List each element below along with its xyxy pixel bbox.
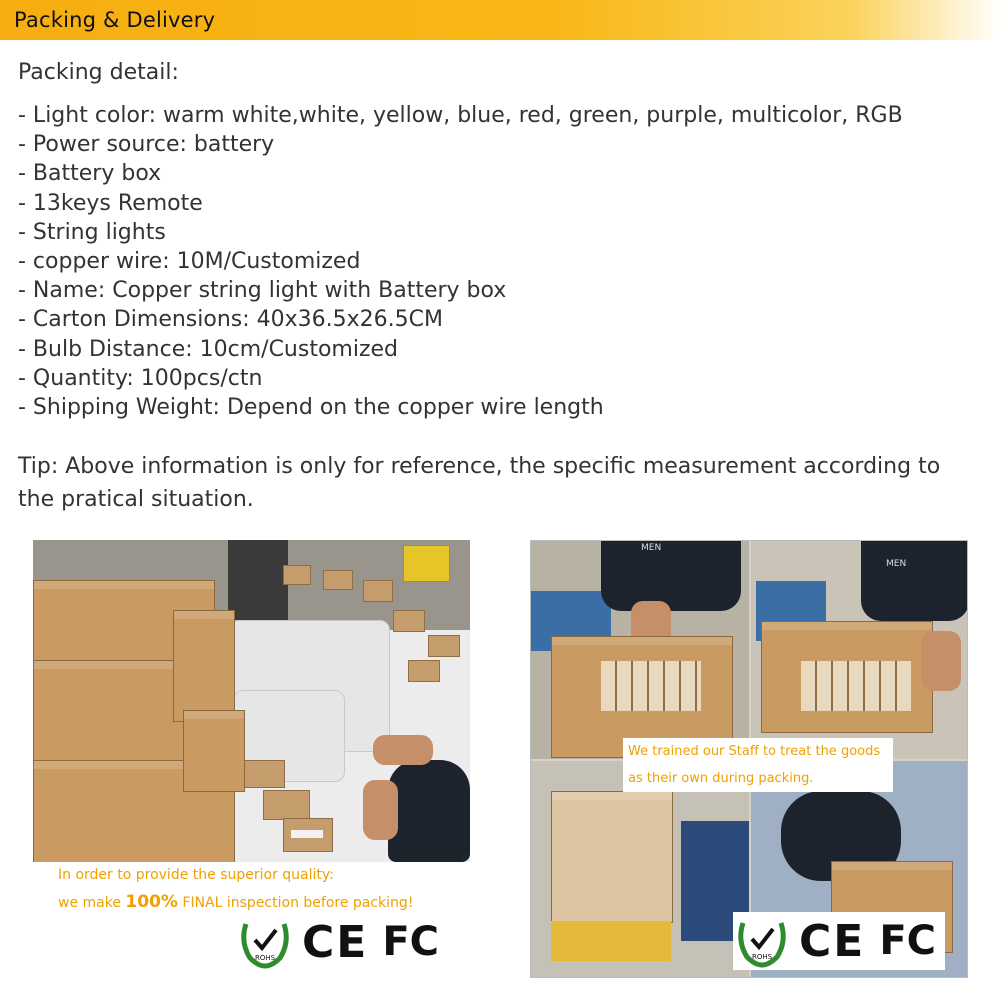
rohs-icon <box>733 913 791 969</box>
photo-small-box <box>243 760 285 788</box>
photo-small-box <box>408 660 440 682</box>
detail-item: - Battery box <box>18 161 162 187</box>
staff-caption-line2: as their own during packing. <box>628 771 814 786</box>
certification-logos <box>236 914 446 970</box>
photo-small-box <box>363 580 393 602</box>
rohs-label: ROHS <box>254 954 276 962</box>
photo-carton <box>183 710 245 792</box>
quality-caption-line1: In order to provide the superior quality: <box>58 867 334 883</box>
photo-carton <box>551 791 673 923</box>
fc-icon: FC <box>382 919 440 965</box>
photo-worker <box>388 760 470 862</box>
tip-text: Tip: Above information is only for reference, the specific measurement according to the pratical situation. <box>18 454 941 512</box>
photo-small-box <box>263 790 310 820</box>
photo-small-box <box>283 565 311 585</box>
packing-detail-list <box>18 101 903 422</box>
photo-worker-arm <box>921 631 961 691</box>
detail-item: - Bulb Distance: 10cm/Customized <box>18 336 399 362</box>
rohs-label: ROHS <box>751 953 773 961</box>
packing-detail-title: Packing detail: <box>18 60 179 85</box>
detail-item: - Quantity: 100pcs/ctn <box>18 365 263 391</box>
detail-item: - Shipping Weight: Depend on the copper wire length <box>18 395 604 421</box>
certification-logos <box>733 912 945 970</box>
photo-box-label <box>291 830 323 838</box>
photo-small-box <box>323 570 353 590</box>
staff-caption-line1: We trained our Staff to treat the goods <box>628 744 881 759</box>
rohs-icon <box>236 914 294 970</box>
caption-text: FINAL inspection before packing! <box>177 895 414 911</box>
photo-carton-contents <box>601 661 701 711</box>
photo-worker-arm <box>363 780 398 840</box>
detail-item: - copper wire: 10M/Customized <box>18 249 361 275</box>
photo-carton <box>33 660 185 762</box>
photo-worker <box>861 541 968 621</box>
ce-icon: CE <box>302 916 369 968</box>
shirt-print: MEN <box>641 543 662 553</box>
caption-text: we make <box>58 895 126 911</box>
photo-carton <box>173 610 235 722</box>
detail-item: - Name: Copper string light with Battery box <box>18 278 507 304</box>
section-title: Packing & Delivery <box>14 8 216 32</box>
detail-item: - Power source: battery <box>18 132 275 158</box>
photo-yellow-boxes <box>551 921 671 961</box>
detail-item: - Carton Dimensions: 40x36.5x26.5CM <box>18 307 443 333</box>
photo-worker-hand <box>373 735 433 765</box>
photo-small-box <box>393 610 425 632</box>
photo-yellow-box <box>403 545 450 582</box>
detail-item: - 13keys Remote <box>18 190 203 216</box>
quality-caption-line2 <box>58 889 413 917</box>
shirt-print: MEN <box>886 559 907 569</box>
ce-icon: CE <box>799 915 866 967</box>
photo-carton-contents <box>801 661 911 711</box>
section-header-bar <box>0 0 1000 40</box>
staff-caption <box>623 738 893 792</box>
quality-caption <box>58 862 413 917</box>
fc-icon: FC <box>879 918 937 964</box>
detail-item: - String lights <box>18 219 166 245</box>
photo-worker <box>601 541 741 611</box>
warehouse-inspection-photo <box>33 540 470 862</box>
caption-highlight: 100% <box>125 892 178 912</box>
photo-small-box <box>428 635 460 657</box>
detail-item: - Light color: warm white,white, yellow, blue, red, green, purple, multicolor, RGB <box>18 103 903 128</box>
